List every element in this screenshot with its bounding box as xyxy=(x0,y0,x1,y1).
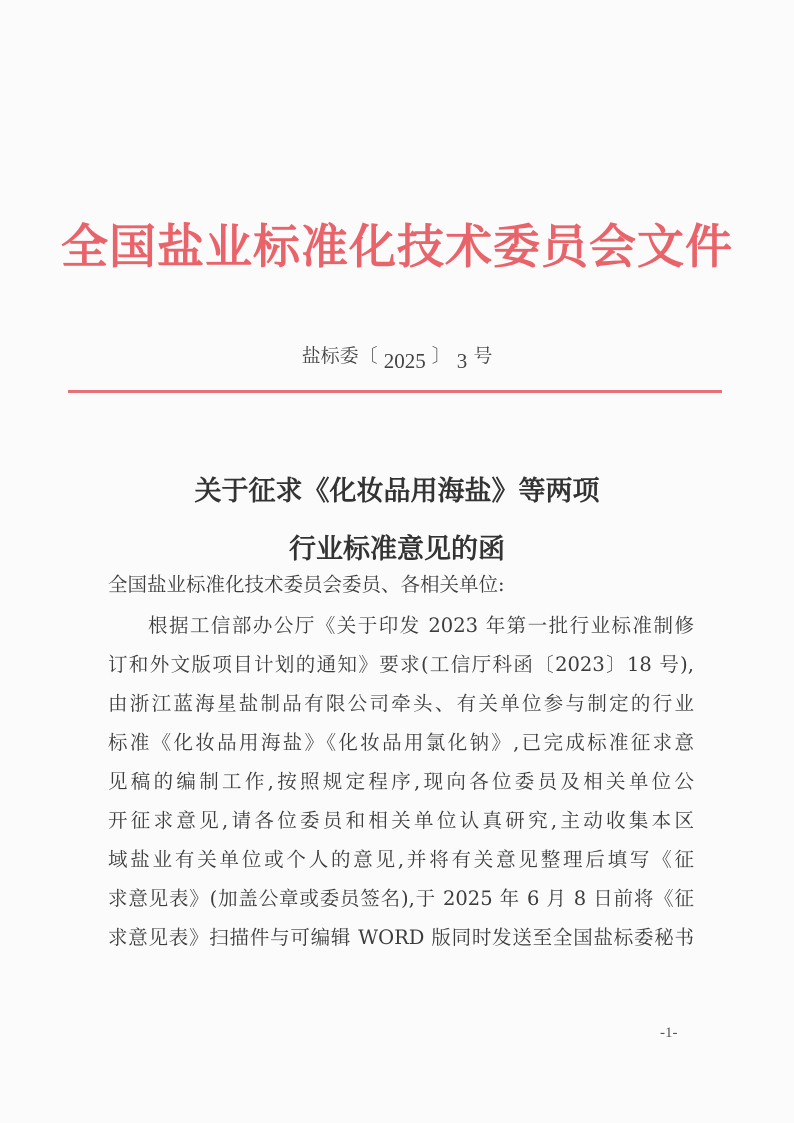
doc-number-year: 2025 xyxy=(383,349,426,373)
red-header-divider xyxy=(68,390,722,393)
body-line: 开征求意见,请各位委员和相关单位认真研究,主动收集本区 xyxy=(108,809,694,832)
doc-number-suffix: 号 xyxy=(467,345,493,367)
doc-number-middle: 〕 xyxy=(425,345,457,367)
subject-title-line-1: 关于征求《化妆品用海盐》等两项 xyxy=(194,476,600,507)
doc-number-prefix: 盐标委〔 xyxy=(301,345,384,367)
body-line: 由浙江蓝海星盐制品有限公司牵头、有关单位参与制定的行业 xyxy=(108,692,694,715)
document-number xyxy=(0,340,794,371)
body-line: 订和外文版项目计划的通知》要求(工信厅科函〔2023〕18 号), xyxy=(108,653,694,676)
body-line: 标准《化妆品用海盐》《化妆品用氯化钠》,已完成标准征求意 xyxy=(108,731,694,754)
body-paragraph xyxy=(108,606,694,957)
page-number: -1- xyxy=(660,1025,678,1041)
body-line: 域盐业有关单位或个人的意见,并将有关意见整理后填写《征 xyxy=(108,848,694,871)
body-line: 见稿的编制工作,按照规定程序,现向各位委员及相关单位公 xyxy=(108,770,694,793)
body-line: 求意见表》(加盖公章或委员签名),于 2025 年 6 月 8 日前将《征 xyxy=(108,887,694,910)
subject-title-line-2: 行业标准意见的函 xyxy=(289,534,505,565)
document-header-title: 全国盐业标准化技术委员会文件 xyxy=(61,220,733,275)
doc-number-serial: 3 xyxy=(456,349,468,373)
body-line: 求意见表》扫描件与可编辑 WORD 版同时发送至全国盐标委秘书 xyxy=(108,926,694,949)
salutation: 全国盐业标准化技术委员会委员、各相关单位: xyxy=(108,573,505,596)
body-line: 根据工信部办公厅《关于印发 2023 年第一批行业标准制修 xyxy=(148,614,694,637)
